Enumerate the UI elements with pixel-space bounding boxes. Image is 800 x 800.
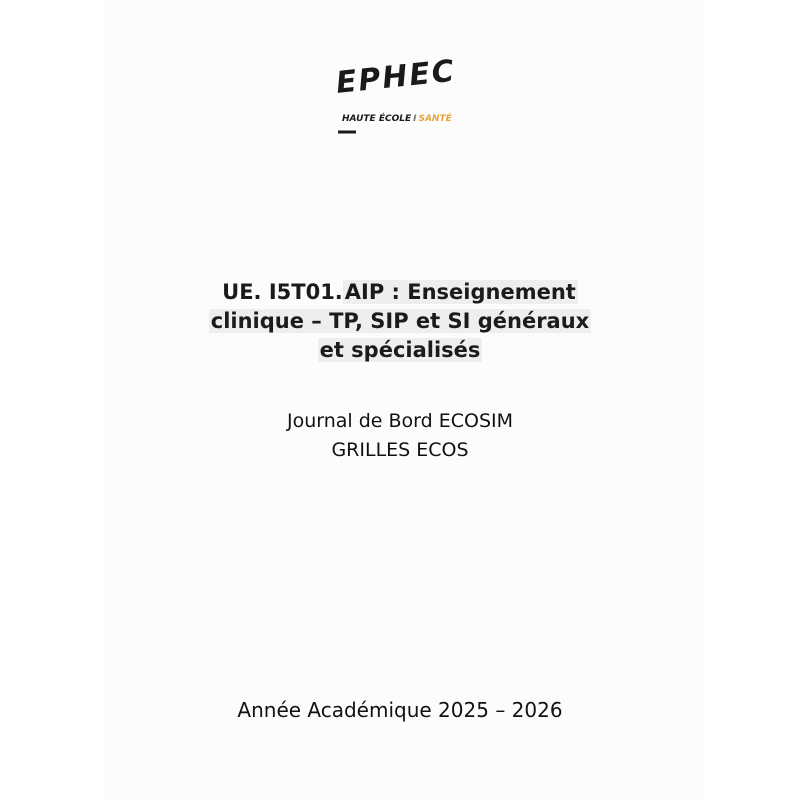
title-line-1 (150, 278, 650, 307)
title-line-3 (150, 336, 650, 365)
subtitle-line-2: GRILLES ECOS (331, 439, 469, 461)
title-line-2 (150, 307, 650, 336)
subtitle-line-1: Journal de Bord ECOSIM (286, 410, 514, 432)
logo-wordmark: EPHEC (334, 53, 458, 101)
academic-year: Année Académique 2025 – 2026 (237, 698, 563, 722)
ephec-logo (334, 53, 474, 140)
logo-underline-icon (334, 64, 474, 140)
title-line-3-text: et spécialisés (319, 338, 481, 362)
course-title (150, 278, 650, 365)
title-line-1-text: AIP : Enseignement (344, 280, 576, 304)
logo-separator: I (413, 114, 417, 124)
logo-tagline (342, 114, 452, 124)
course-code: UE. I5T01. (222, 280, 343, 304)
document-subtitle (200, 407, 600, 465)
title-line-2-text: clinique – TP, SIP et SI généraux (210, 309, 590, 333)
logo-school: HAUTE ÉCOLE (342, 114, 412, 124)
logo-faculty: SANTÉ (418, 114, 452, 124)
